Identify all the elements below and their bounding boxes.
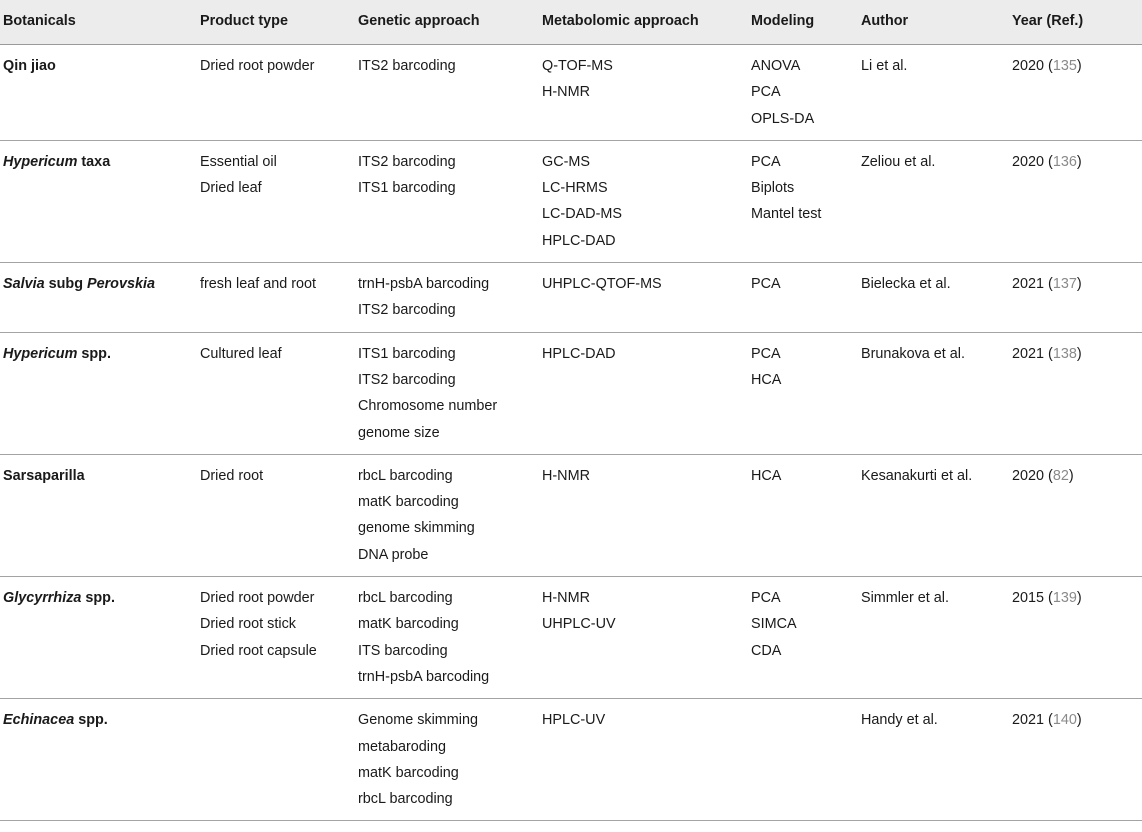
cell-genetic-approach-line: metabaroding [358, 738, 447, 755]
cell-modeling [748, 140, 858, 262]
botanical-name-part: Qin jiao [3, 58, 56, 74]
cell-metabolomic-approach-line: UHPLC-UV [542, 616, 616, 633]
cell-modeling [748, 577, 858, 699]
cell-author: Bielecka et al. [858, 263, 1009, 333]
table-row [0, 45, 1142, 141]
ref-open-paren: ( [1044, 467, 1053, 484]
cell-metabolomic-approach-line: HPLC-DAD [542, 232, 616, 249]
ref-close-paren: ) [1076, 590, 1082, 607]
reference-link[interactable]: 135 [1052, 58, 1077, 74]
cell-product-type-line: Cultured leaf [200, 345, 282, 362]
cell-modeling-line: Biplots [751, 180, 795, 197]
cell-metabolomic-approach-line: H-NMR [542, 84, 590, 101]
cell-product-type-line: Dried leaf [200, 180, 262, 197]
cell-genetic-approach-line: Genome skimming [358, 712, 478, 729]
year: 2021 [1012, 276, 1045, 293]
ref-close-paren: ) [1076, 153, 1082, 170]
table-row [0, 140, 1142, 262]
header-modeling: Modeling [748, 0, 858, 45]
cell-genetic-approach-line: ITS barcoding [358, 642, 448, 659]
cell-botanical [0, 332, 197, 454]
cell-author: Brunakova et al. [858, 332, 1009, 454]
ref-close-paren: ) [1076, 345, 1082, 362]
table-body [0, 45, 1142, 821]
cell-modeling [748, 45, 858, 141]
botanical-name-part: Perovskia [86, 276, 155, 293]
cell-product-type-line: Essential oil [200, 153, 277, 170]
cell-product-type [197, 140, 355, 262]
cell-author: Zeliou et al. [858, 140, 1009, 262]
cell-year-ref [1009, 699, 1142, 821]
cell-genetic-approach [355, 263, 539, 333]
cell-metabolomic-approach [539, 577, 748, 699]
table-row [0, 577, 1142, 699]
cell-product-type-line: Dried root capsule [200, 642, 317, 659]
cell-metabolomic-approach [539, 454, 748, 576]
cell-modeling-line: PCA [751, 84, 781, 101]
header-year-ref: Year (Ref.) [1009, 0, 1142, 45]
botanical-name-part: spp. [77, 345, 111, 362]
ref-open-paren: ( [1044, 58, 1053, 74]
cell-product-type-line: Dried root stick [200, 616, 296, 633]
cell-year-ref [1009, 140, 1142, 262]
cell-genetic-approach-line: ITS1 barcoding [358, 345, 456, 362]
cell-genetic-approach-line: ITS2 barcoding [358, 58, 456, 74]
cell-modeling-line: HCA [751, 371, 782, 388]
cell-genetic-approach-line: Chromosome number [358, 398, 498, 415]
cell-modeling-line: PCA [751, 590, 781, 607]
cell-modeling-line: OPLS-DA [751, 110, 815, 127]
cell-modeling-line: Mantel test [751, 206, 822, 223]
cell-genetic-approach-line: ITS2 barcoding [358, 302, 456, 319]
cell-genetic-approach-line: trnH-psbA barcoding [358, 276, 490, 293]
header-product-type: Product type [197, 0, 355, 45]
reference-link[interactable]: 136 [1052, 153, 1077, 170]
cell-botanical [0, 45, 197, 141]
table-row [0, 263, 1142, 333]
cell-modeling-line: SIMCA [751, 616, 797, 633]
cell-product-type-line: Dried root [200, 467, 264, 484]
cell-genetic-approach-line: rbcL barcoding [358, 791, 453, 808]
cell-year-ref [1009, 577, 1142, 699]
year: 2015 [1012, 590, 1045, 607]
cell-genetic-approach [355, 45, 539, 141]
cell-year-ref [1009, 45, 1142, 141]
botanical-name-part: Salvia [3, 276, 45, 293]
cell-modeling-line: PCA [751, 345, 781, 362]
reference-link[interactable]: 138 [1052, 345, 1077, 362]
year: 2020 [1012, 467, 1045, 484]
cell-metabolomic-approach-line: HPLC-DAD [542, 345, 616, 362]
ref-open-paren: ( [1044, 345, 1053, 362]
ref-close-paren: ) [1076, 58, 1082, 74]
cell-modeling [748, 699, 858, 821]
cell-metabolomic-approach-line: LC-DAD-MS [542, 206, 622, 223]
year: 2021 [1012, 712, 1045, 729]
botanical-name-part: Sarsaparilla [3, 467, 85, 484]
table-row [0, 454, 1142, 576]
cell-product-type [197, 263, 355, 333]
cell-modeling [748, 454, 858, 576]
ref-open-paren: ( [1044, 276, 1053, 293]
cell-product-type [197, 699, 355, 821]
cell-genetic-approach-line: ITS1 barcoding [358, 180, 456, 197]
cell-modeling [748, 263, 858, 333]
cell-metabolomic-approach-line: Q-TOF-MS [542, 58, 613, 74]
botanical-name-part: taxa [77, 153, 111, 170]
ref-open-paren: ( [1044, 153, 1053, 170]
cell-botanical [0, 577, 197, 699]
cell-metabolomic-approach [539, 45, 748, 141]
table-row [0, 332, 1142, 454]
cell-metabolomic-approach-line: H-NMR [542, 590, 590, 607]
cell-modeling-line: PCA [751, 153, 781, 170]
botanical-name-part: spp. [74, 712, 108, 729]
cell-genetic-approach [355, 577, 539, 699]
cell-year-ref [1009, 263, 1142, 333]
header-row [0, 0, 1142, 45]
botanical-name-part: Echinacea [3, 712, 75, 729]
cell-metabolomic-approach-line: UHPLC-QTOF-MS [542, 276, 662, 293]
cell-product-type [197, 577, 355, 699]
cell-product-type-line: Dried root powder [200, 58, 315, 74]
cell-modeling-line: CDA [751, 642, 782, 659]
table-row [0, 699, 1142, 821]
cell-genetic-approach-line: DNA probe [358, 546, 429, 563]
cell-genetic-approach [355, 699, 539, 821]
cell-genetic-approach-line: trnH-psbA barcoding [358, 668, 490, 685]
cell-botanical [0, 263, 197, 333]
botanical-name-part: Hypericum [3, 153, 78, 170]
cell-botanical [0, 699, 197, 821]
ref-close-paren: ) [1068, 467, 1074, 484]
cell-modeling-line: HCA [751, 467, 782, 484]
botanical-name-part: subg [44, 276, 87, 293]
year: 2021 [1012, 345, 1045, 362]
cell-modeling-line: PCA [751, 276, 781, 293]
cell-metabolomic-approach [539, 263, 748, 333]
year: 2020 [1012, 58, 1045, 74]
cell-product-type [197, 454, 355, 576]
cell-genetic-approach-line: rbcL barcoding [358, 590, 453, 607]
cell-genetic-approach-line: ITS2 barcoding [358, 153, 456, 170]
cell-metabolomic-approach-line: GC-MS [542, 153, 590, 170]
botanical-name-part: spp. [81, 590, 115, 607]
cell-product-type [197, 332, 355, 454]
header-botanicals: Botanicals [0, 0, 197, 45]
cell-metabolomic-approach-line: H-NMR [542, 467, 590, 484]
cell-product-type [197, 45, 355, 141]
cell-modeling-line: ANOVA [751, 58, 801, 74]
cell-metabolomic-approach [539, 699, 748, 821]
cell-genetic-approach-line: matK barcoding [358, 616, 459, 633]
cell-metabolomic-approach [539, 140, 748, 262]
cell-genetic-approach-line: rbcL barcoding [358, 467, 453, 484]
cell-author: Li et al. [858, 45, 1009, 141]
reference-link[interactable]: 137 [1052, 276, 1077, 293]
ref-open-paren: ( [1044, 590, 1053, 607]
cell-genetic-approach [355, 454, 539, 576]
cell-product-type-line: Dried root powder [200, 590, 315, 607]
cell-genetic-approach-line: genome size [358, 424, 440, 441]
cell-year-ref [1009, 332, 1142, 454]
cell-genetic-approach [355, 332, 539, 454]
cell-modeling [748, 332, 858, 454]
cell-metabolomic-approach [539, 332, 748, 454]
cell-botanical [0, 454, 197, 576]
ref-close-paren: ) [1076, 276, 1082, 293]
header-metabolomic-approach: Metabolomic approach [539, 0, 748, 45]
header-author: Author [858, 0, 1009, 45]
cell-author: Kesanakurti et al. [858, 454, 1009, 576]
cell-product-type-line: fresh leaf and root [200, 276, 316, 293]
cell-metabolomic-approach-line: LC-HRMS [542, 180, 608, 197]
cell-author: Simmler et al. [858, 577, 1009, 699]
reference-link[interactable]: 140 [1052, 712, 1077, 729]
cell-genetic-approach-line: matK barcoding [358, 494, 459, 511]
cell-botanical [0, 140, 197, 262]
cell-genetic-approach [355, 140, 539, 262]
year: 2020 [1012, 153, 1045, 170]
cell-metabolomic-approach-line: HPLC-UV [542, 712, 606, 729]
cell-author: Handy et al. [858, 699, 1009, 821]
header-genetic-approach: Genetic approach [355, 0, 539, 45]
cell-genetic-approach-line: matK barcoding [358, 764, 459, 781]
cell-genetic-approach-line: ITS2 barcoding [358, 371, 456, 388]
ref-close-paren: ) [1076, 712, 1082, 729]
reference-link[interactable]: 139 [1052, 590, 1077, 607]
cell-genetic-approach-line: genome skimming [358, 520, 475, 537]
botanical-name-part: Glycyrrhiza [3, 590, 82, 607]
cell-year-ref [1009, 454, 1142, 576]
botanical-name-part: Hypericum [3, 345, 78, 362]
ref-open-paren: ( [1044, 712, 1053, 729]
reference-link[interactable]: 82 [1052, 467, 1069, 484]
